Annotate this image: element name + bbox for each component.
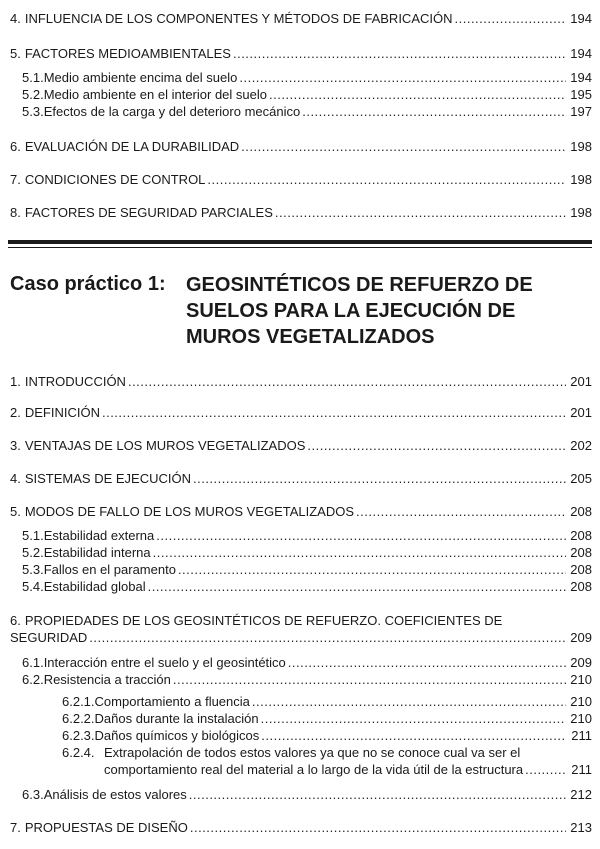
toc-entry[interactable] xyxy=(10,630,592,645)
leader-dots xyxy=(239,70,566,85)
toc-title: Medio ambiente encima del suelo xyxy=(43,70,238,85)
toc-number: 5.1. xyxy=(22,70,44,85)
leader-dots xyxy=(89,630,566,645)
leader-dots xyxy=(241,139,566,154)
toc-page: 208 xyxy=(570,579,592,594)
toc-page: 212 xyxy=(570,787,592,802)
toc-number: 6.2.1. xyxy=(62,694,95,709)
toc-entry[interactable] xyxy=(10,504,592,519)
case-study-label: Caso práctico 1: xyxy=(10,273,166,295)
toc-page: 194 xyxy=(570,46,592,61)
toc-number: 5.1. xyxy=(22,528,44,543)
toc-subsubentry[interactable] xyxy=(62,694,592,709)
toc-entry[interactable] xyxy=(10,438,592,453)
toc-title: FACTORES MEDIOAMBIENTALES xyxy=(24,46,231,61)
toc-title: Estabilidad interna xyxy=(43,545,151,560)
toc-number: 6.3. xyxy=(22,787,44,802)
leader-dots xyxy=(148,579,566,594)
toc-title: Estabilidad global xyxy=(43,579,146,594)
toc-page: 208 xyxy=(570,504,592,519)
leader-dots xyxy=(261,728,566,743)
toc-title: PROPIEDADES DE LOS GEOSINTÉTICOS DE REFUERZO. COEFICIENTES DE xyxy=(24,613,503,628)
toc-title: Fallos en el paramento xyxy=(43,562,176,577)
toc-number: 5.4. xyxy=(22,579,44,594)
toc-number: 4. xyxy=(10,11,21,26)
toc-page: 198 xyxy=(570,172,592,187)
toc-number: 5. xyxy=(10,504,21,519)
toc-entry[interactable] xyxy=(10,405,592,420)
case-study-title xyxy=(186,272,533,350)
toc-number: 7. xyxy=(10,172,21,187)
leader-dots xyxy=(302,104,566,119)
toc-title: SISTEMAS DE EJECUCIÓN xyxy=(24,471,191,486)
toc-page: 194 xyxy=(570,11,592,26)
toc-title: VENTAJAS DE LOS MUROS VEGETALIZADOS xyxy=(24,438,306,453)
toc-title: comportamiento real del material a lo largo de la vida útil de la estructura xyxy=(104,762,524,777)
toc-title: Medio ambiente en el interior del suelo xyxy=(43,87,267,102)
toc-subsubentry-heading[interactable] xyxy=(62,745,592,760)
toc-entry[interactable] xyxy=(10,205,592,220)
leader-dots xyxy=(102,405,566,420)
toc-number: 2. xyxy=(10,405,21,420)
toc-page: 208 xyxy=(570,562,592,577)
toc-page: 202 xyxy=(570,438,592,453)
leader-dots xyxy=(307,438,566,453)
toc-subentry[interactable] xyxy=(22,545,592,560)
toc-subentry[interactable] xyxy=(22,104,592,119)
toc-title: Efectos de la carga y del deterioro mecánico xyxy=(43,104,301,119)
toc-number: 6.2. xyxy=(22,672,44,687)
toc-entry[interactable] xyxy=(10,820,592,835)
toc-number: 6.1. xyxy=(22,655,44,670)
toc-entry-heading[interactable] xyxy=(10,613,592,628)
leader-dots xyxy=(275,205,566,220)
toc-number: 5.3. xyxy=(22,104,44,119)
toc-page: 195 xyxy=(570,87,592,102)
toc-subentry[interactable] xyxy=(22,70,592,85)
leader-dots xyxy=(193,471,566,486)
leader-dots xyxy=(153,545,566,560)
section-divider-thin xyxy=(8,247,592,248)
leader-dots xyxy=(252,694,566,709)
toc-page: 208 xyxy=(570,528,592,543)
toc-subsubentry[interactable] xyxy=(62,728,592,743)
leader-dots xyxy=(178,562,566,577)
toc-entry[interactable] xyxy=(10,139,592,154)
toc-number: 5.2. xyxy=(22,545,44,560)
leader-dots xyxy=(455,11,567,26)
toc-title: Comportamiento a fluencia xyxy=(94,694,250,709)
toc-title: Daños durante la instalación xyxy=(94,711,259,726)
toc-number: 4. xyxy=(10,471,21,486)
toc-page: 198 xyxy=(570,139,592,154)
toc-page: 210 xyxy=(570,672,592,687)
toc-subsubentry[interactable] xyxy=(62,711,592,726)
toc-number: 6.2.3. xyxy=(62,728,95,743)
toc-title: INTRODUCCIÓN xyxy=(24,374,126,389)
toc-subentry[interactable] xyxy=(22,562,592,577)
toc-page: 209 xyxy=(570,655,592,670)
toc-number: 6. xyxy=(10,139,21,154)
leader-dots xyxy=(189,787,566,802)
leader-dots xyxy=(233,46,566,61)
toc-number: 5.2. xyxy=(22,87,44,102)
leader-dots xyxy=(356,504,566,519)
toc-entry[interactable] xyxy=(10,46,592,61)
toc-number: 6.2.2. xyxy=(62,711,95,726)
toc-page: 210 xyxy=(570,694,592,709)
toc-number: 3. xyxy=(10,438,21,453)
leader-dots xyxy=(269,87,566,102)
toc-title: SEGURIDAD xyxy=(10,630,88,645)
toc-title: Interacción entre el suelo y el geosintético xyxy=(43,655,286,670)
leader-dots xyxy=(190,820,566,835)
section-divider-thick xyxy=(8,240,592,244)
toc-page: 201 xyxy=(570,374,592,389)
toc-subentry[interactable] xyxy=(22,787,592,802)
toc-title: Resistencia a tracción xyxy=(43,672,171,687)
toc-title: PROPUESTAS DE DISEÑO xyxy=(24,820,188,835)
toc-number: 7. xyxy=(10,820,21,835)
toc-subentry[interactable] xyxy=(22,672,592,687)
toc-title: DEFINICIÓN xyxy=(24,405,100,420)
case-study-title-line: SUELOS PARA LA EJECUCIÓN DE xyxy=(186,300,516,322)
toc-subentry[interactable] xyxy=(22,87,592,102)
toc-page: 210 xyxy=(570,711,592,726)
leader-dots xyxy=(288,655,566,670)
toc-title: MODOS DE FALLO DE LOS MUROS VEGETALIZADOS xyxy=(24,504,355,519)
toc-page: 209 xyxy=(570,630,592,645)
toc-entry[interactable] xyxy=(10,374,592,389)
toc-page: 211 xyxy=(571,762,592,777)
leader-dots xyxy=(173,672,566,687)
toc-entry[interactable] xyxy=(10,172,592,187)
toc-number: 6. xyxy=(10,613,21,628)
toc-page: 197 xyxy=(570,104,592,119)
toc-title: Estabilidad externa xyxy=(43,528,155,543)
toc-number: 5. xyxy=(10,46,21,61)
toc-page: 208 xyxy=(570,545,592,560)
toc-title: INFLUENCIA DE LOS COMPONENTES Y MÉTODOS DE FABRICACIÓN xyxy=(24,11,453,26)
toc-title: Análisis de estos valores xyxy=(43,787,187,802)
toc-subentry[interactable] xyxy=(22,579,592,594)
toc-number: 5.3. xyxy=(22,562,44,577)
toc-title: CONDICIONES DE CONTROL xyxy=(24,172,206,187)
toc-number: 8. xyxy=(10,205,21,220)
case-study-title-line: GEOSINTÉTICOS DE REFUERZO DE xyxy=(186,274,533,296)
toc-subsubentry[interactable] xyxy=(104,762,592,777)
toc-page: 201 xyxy=(570,405,592,420)
toc-entry[interactable] xyxy=(10,471,592,486)
toc-title: Daños químicos y biológicos xyxy=(94,728,260,743)
toc-title: Extrapolación de todos estos valores ya que no se conoce cual va ser el xyxy=(104,745,521,760)
toc-title: FACTORES DE SEGURIDAD PARCIALES xyxy=(24,205,273,220)
toc-page: 205 xyxy=(570,471,592,486)
leader-dots xyxy=(207,172,566,187)
leader-dots xyxy=(128,374,566,389)
toc-page: 213 xyxy=(570,820,592,835)
case-study-title-line: MUROS VEGETALIZADOS xyxy=(186,326,435,348)
toc-entry[interactable] xyxy=(10,11,592,26)
leader-dots xyxy=(156,528,566,543)
toc-title: EVALUACIÓN DE LA DURABILIDAD xyxy=(24,139,240,154)
leader-dots xyxy=(525,762,566,777)
leader-dots xyxy=(261,711,566,726)
toc-subentry[interactable] xyxy=(22,655,592,670)
toc-number: 1. xyxy=(10,374,21,389)
toc-page: 198 xyxy=(570,205,592,220)
toc-page: 211 xyxy=(571,728,592,743)
toc-number: 6.2.4. xyxy=(62,745,95,760)
toc-page: 194 xyxy=(570,70,592,85)
toc-subentry[interactable] xyxy=(22,528,592,543)
